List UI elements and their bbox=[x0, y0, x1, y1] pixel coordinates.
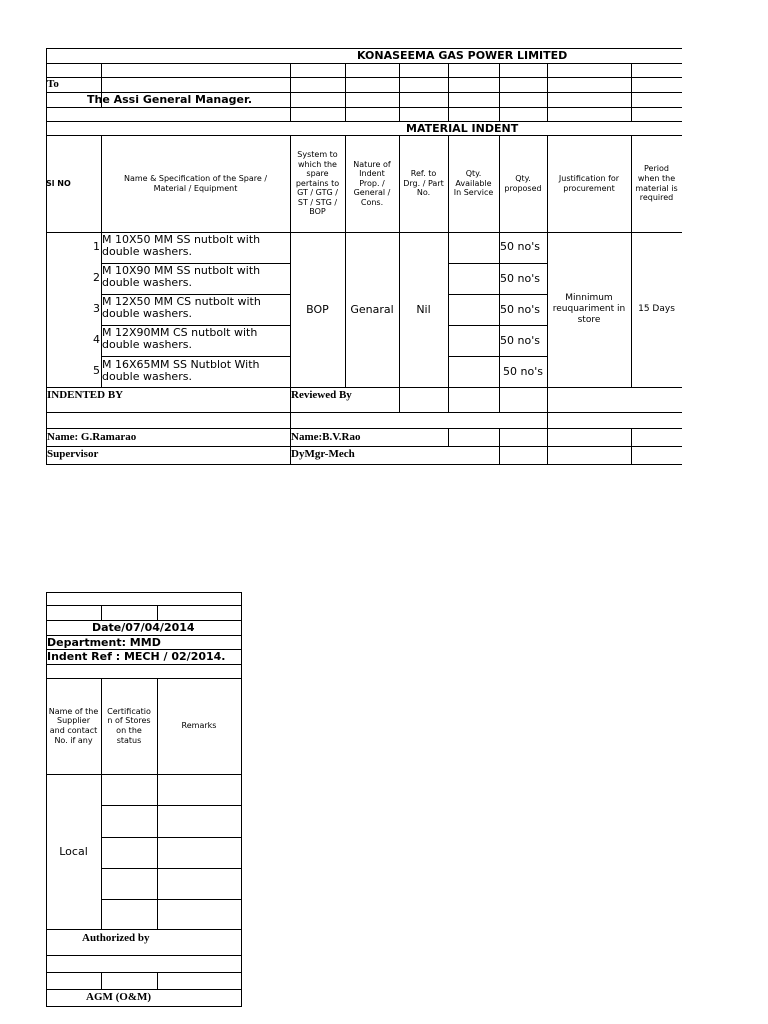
item-number: 3 bbox=[93, 302, 100, 315]
nature-value: Genaral bbox=[350, 302, 394, 316]
header-justification: Justification for procurement bbox=[558, 173, 620, 193]
grid-line bbox=[46, 428, 682, 429]
item-qty: 50 no's bbox=[500, 272, 540, 285]
item-description: M 16X65MM SS Nutblot With double washers. bbox=[102, 358, 260, 383]
grid-line bbox=[101, 605, 102, 620]
item-number: 5 bbox=[93, 364, 100, 377]
supplier-value: Local bbox=[59, 844, 88, 858]
grid-line bbox=[448, 356, 547, 357]
department: Department: MMD bbox=[47, 636, 161, 649]
ref-value: Nil bbox=[416, 302, 431, 316]
item-description: M 10X50 MM SS nutbolt with double washers. bbox=[102, 233, 261, 258]
grid-line bbox=[448, 263, 547, 264]
period-value: 15 Days bbox=[638, 304, 675, 315]
grid-line bbox=[46, 464, 682, 465]
header-name-spec: Name & Specification of the Spare / Material / Equipment bbox=[123, 173, 268, 193]
reviewer-role: DyMgr-Mech bbox=[291, 448, 355, 460]
indent-ref: Indent Ref : MECH / 02/2014. bbox=[47, 650, 226, 663]
header-period: Period when the material is required bbox=[635, 164, 678, 203]
indenter-role: Supervisor bbox=[47, 448, 99, 460]
grid-line bbox=[448, 325, 547, 326]
grid-line bbox=[46, 664, 241, 665]
grid-line bbox=[46, 63, 682, 64]
grid-line bbox=[101, 899, 241, 900]
grid-line bbox=[157, 972, 158, 989]
agm-signature-label: AGM (O&M) bbox=[86, 991, 152, 1003]
grid-line bbox=[46, 387, 682, 388]
grid-line bbox=[46, 412, 682, 413]
item-number: 1 bbox=[93, 240, 100, 253]
grid-line bbox=[448, 428, 449, 446]
header-qty-proposed: Qty. proposed bbox=[504, 173, 542, 193]
reviewed-by-label: Reviewed By bbox=[291, 389, 352, 401]
item-qty: 50 no's bbox=[500, 334, 540, 347]
item-qty: 50 no's bbox=[500, 303, 540, 316]
justification-value: Minnimum reuquariment in store bbox=[552, 293, 626, 325]
grid-line bbox=[46, 446, 682, 447]
reviewer-name: Name:B.V.Rao bbox=[291, 431, 361, 443]
indent-date: Date/07/04/2014 bbox=[92, 621, 195, 634]
item-number: 2 bbox=[93, 271, 100, 284]
grid-line bbox=[46, 955, 241, 956]
grid-line bbox=[46, 121, 682, 122]
company-name: KONASEEMA GAS POWER LIMITED bbox=[357, 49, 568, 62]
grid-line bbox=[101, 972, 102, 989]
indenter-name: Name: G.Ramarao bbox=[47, 431, 137, 443]
grid-line bbox=[448, 294, 547, 295]
item-description: M 12X50 MM CS nutbolt with double washers. bbox=[102, 295, 261, 320]
grid-line bbox=[101, 356, 290, 357]
grid-line bbox=[46, 48, 47, 464]
addressee: The Assi General Manager. bbox=[87, 93, 253, 106]
item-description: M 12X90MM CS nutbolt with double washers. bbox=[102, 326, 258, 351]
indented-by-label: INDENTED BY bbox=[47, 389, 124, 401]
grid-line bbox=[101, 805, 241, 806]
grid-line bbox=[46, 605, 241, 606]
grid-line bbox=[46, 592, 241, 593]
authorized-by-label: Authorized by bbox=[82, 932, 150, 944]
item-description: M 10X90 MM SS nutbolt with double washers. bbox=[102, 264, 261, 289]
header-nature: Nature of Indent Prop. / General / Cons. bbox=[353, 159, 391, 207]
to-label: To bbox=[47, 78, 59, 90]
header-certification: Certificatio n of Stores on the status bbox=[107, 706, 151, 745]
grid-line bbox=[46, 929, 241, 930]
item-qty: 50 no's bbox=[500, 240, 540, 253]
header-sl-no: Sl NO bbox=[46, 178, 71, 188]
header-remarks: Remarks bbox=[181, 721, 217, 731]
grid-line bbox=[101, 837, 241, 838]
header-qty-available: Qty. Available In Service bbox=[453, 169, 494, 198]
item-number: 4 bbox=[93, 333, 100, 346]
header-supplier: Name of the Supplier and contact No. if any bbox=[48, 706, 99, 745]
grid-line bbox=[46, 972, 241, 973]
grid-line bbox=[157, 605, 158, 620]
header-system: System to which the spare pertains to GT / GTG / ST / STG / BOP bbox=[295, 149, 340, 217]
form-title: MATERIAL INDENT bbox=[406, 122, 519, 135]
grid-line bbox=[46, 989, 241, 990]
grid-line bbox=[101, 868, 241, 869]
item-qty: 50 no's bbox=[503, 365, 543, 378]
header-ref: Ref. to Drg. / Part No. bbox=[403, 169, 444, 198]
grid-line bbox=[46, 107, 682, 108]
system-value: BOP bbox=[306, 302, 329, 316]
grid-line bbox=[46, 77, 682, 78]
grid-line bbox=[46, 1006, 241, 1007]
grid-line bbox=[241, 592, 242, 1007]
